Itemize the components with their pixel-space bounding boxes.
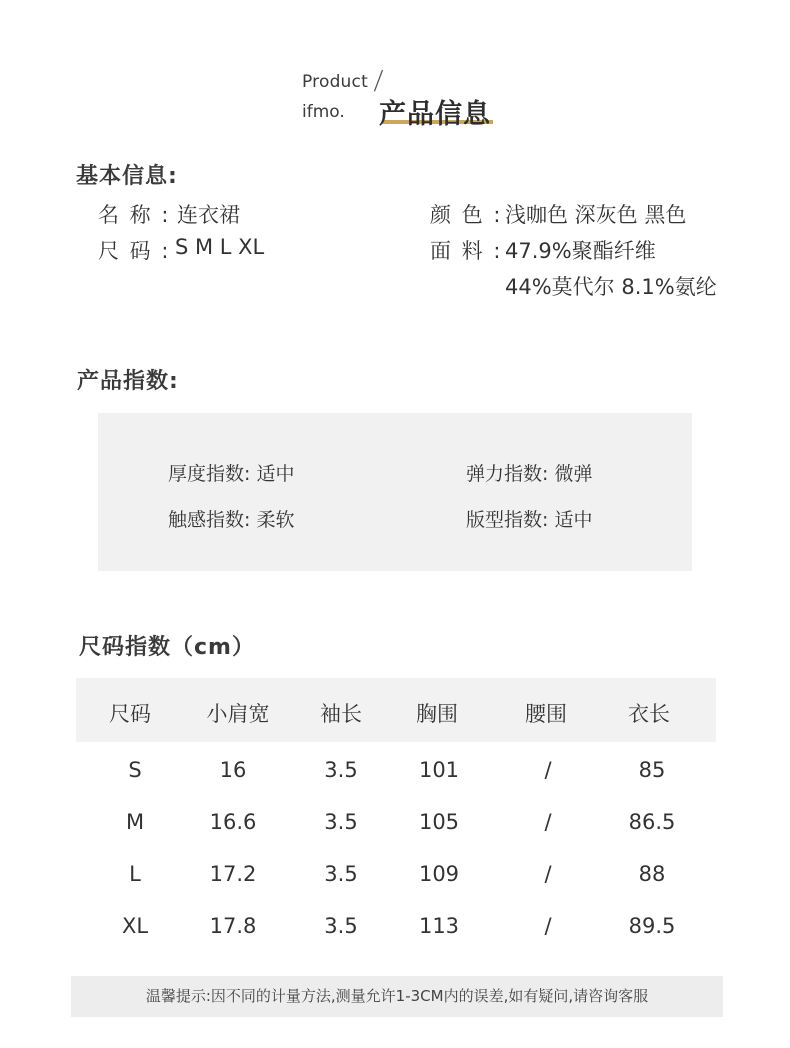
cell-waist: / <box>544 862 552 886</box>
cell-bust: 105 <box>418 810 460 834</box>
fabric-value-line-2: 44%莫代尔 8.1%氨纶 <box>505 275 717 299</box>
cell-sleeve-length: 3.5 <box>324 862 358 886</box>
cell-shoulder-width: 17.8 <box>209 914 257 938</box>
fabric-value-line-1: 47.9%聚酯纤维 <box>505 239 656 263</box>
color-value: 浅咖色 深灰色 黑色 <box>505 203 687 227</box>
table-row <box>76 794 716 846</box>
cell-bust: 113 <box>418 914 460 938</box>
cell-shoulder-width: 16.6 <box>209 810 257 834</box>
header-size: 尺码 <box>109 702 151 726</box>
touch-index <box>168 505 294 532</box>
fit-index <box>466 505 592 532</box>
color-label: 颜 色 : <box>430 203 503 227</box>
cell-sleeve-length: 3.5 <box>324 758 358 782</box>
header-shoulder-width: 小肩宽 <box>206 702 270 726</box>
size-value: S M L XL <box>175 235 265 259</box>
elasticity-index-value: 微弹 <box>554 463 593 485</box>
touch-index-label: 触感指数: <box>168 509 251 531</box>
thickness-index <box>168 459 294 486</box>
size-label: 尺 码 : <box>98 239 171 263</box>
page-title: 产品信息 <box>379 99 491 130</box>
cell-sleeve-length: 3.5 <box>324 810 358 834</box>
header-slash-decoration: / <box>372 66 384 96</box>
cell-length: 85 <box>638 758 666 782</box>
cell-length: 86.5 <box>628 810 676 834</box>
cell-size: M <box>125 810 145 834</box>
cell-size: XL <box>121 914 149 938</box>
size-table-title: 尺码指数（cm） <box>79 635 255 660</box>
cell-shoulder-width: 17.2 <box>209 862 257 886</box>
cell-waist: / <box>544 914 552 938</box>
cell-sleeve-length: 3.5 <box>324 914 358 938</box>
basic-info-title: 基本信息: <box>76 164 178 189</box>
cell-bust: 109 <box>418 862 460 886</box>
cell-length: 88 <box>638 862 666 886</box>
table-row <box>76 742 716 794</box>
fit-index-label: 版型指数: <box>466 509 549 531</box>
cell-waist: / <box>544 758 552 782</box>
cell-size: S <box>128 758 142 782</box>
elasticity-index <box>466 459 592 486</box>
elasticity-index-label: 弹力指数: <box>466 463 549 485</box>
thickness-index-value: 适中 <box>256 463 295 485</box>
cell-size: L <box>129 862 141 886</box>
fit-index-value: 适中 <box>554 509 593 531</box>
product-index-title: 产品指数: <box>77 369 179 394</box>
header-sleeve-length: 袖长 <box>320 702 362 726</box>
cell-shoulder-width: 16 <box>219 758 247 782</box>
name-value: 连衣裙 <box>177 203 240 227</box>
header-waist: 腰围 <box>525 702 567 726</box>
header-english-line-2: ifmo. <box>302 102 345 122</box>
table-row <box>76 898 716 950</box>
product-index-box <box>98 413 692 571</box>
cell-bust: 101 <box>418 758 460 782</box>
header-length: 衣长 <box>628 702 670 726</box>
touch-index-value: 柔软 <box>256 509 295 531</box>
table-row <box>76 846 716 898</box>
fabric-label: 面 料 : <box>430 239 503 263</box>
measurement-note: 温馨提示:因不同的计量方法,测量允许1-3CM内的误差,如有疑问,请咨询客服 <box>71 976 723 1017</box>
size-table <box>76 678 716 950</box>
thickness-index-label: 厚度指数: <box>168 463 251 485</box>
cell-length: 89.5 <box>628 914 676 938</box>
header-bust: 胸围 <box>416 702 458 726</box>
name-label: 名 称 : <box>98 203 171 227</box>
cell-waist: / <box>544 810 552 834</box>
header-english-line-1: Product <box>302 72 368 92</box>
size-table-header <box>76 678 716 742</box>
